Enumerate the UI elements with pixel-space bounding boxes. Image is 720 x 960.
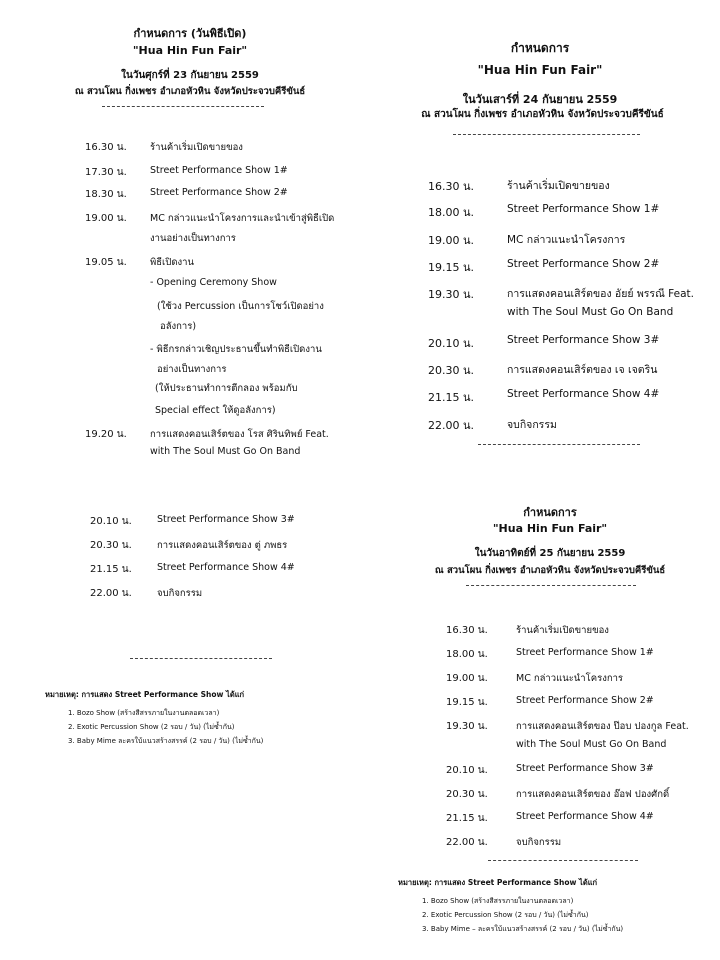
day1-activity: Street Performance Show 3# (157, 514, 295, 525)
day3-note-title: หมายเหตุ: การแสดง Street Performance Show ได้แก่ (398, 878, 598, 887)
day1-note-item: 3. Baby Mime ละครใบ้แนวสร้างสรรค์ (2 รอบ / วัน) (ไม่ซ้ำกัน) (68, 737, 264, 745)
day2-activity: MC กล่าวแนะนำโครงการ (507, 234, 626, 246)
day1-activity: Street Performance Show 2# (150, 187, 288, 198)
day1-time: 20.10 น. (90, 516, 132, 527)
day1-venue: ณ สวนโผน กิ่งเพชร อำเภอหัวหิน จังหวัดประจวบคีรีขันธ์ (74, 86, 306, 97)
day2-time: 19.30 น. (428, 288, 475, 301)
day1-time: 20.30 น. (90, 540, 132, 551)
day3-event: "Hua Hin Fun Fair" (492, 522, 608, 535)
day3-activity: MC กล่าวแนะนำโครงการ (516, 673, 624, 684)
day1-note-item: 1. Bozo Show (สร้างสีสรรภายในงานตลอดเวลา) (68, 709, 220, 717)
day3-divider-top (466, 585, 636, 586)
day1-time: 21.15 น. (90, 564, 132, 575)
day1-time: 16.30 น. (85, 142, 127, 153)
day3-note-item: 2. Exotic Percussion Show (2 รอบ / วัน) (ไม่ซ้ำกัน) (422, 911, 589, 919)
day3-activity: Street Performance Show 4# (516, 811, 654, 822)
day3-activity: Street Performance Show 3# (516, 763, 654, 774)
day1-activity: พิธีเปิดงาน (150, 257, 194, 268)
day2-event: "Hua Hin Fun Fair" (477, 63, 603, 77)
day3-time: 19.15 น. (446, 697, 488, 708)
day1-date: ในวันศุกร์ที่ 23 กันยายน 2559 (121, 70, 259, 81)
day3-time: 18.00 น. (446, 649, 488, 660)
day1-activity: จบกิจกรรม (157, 588, 203, 599)
ceremony-line: - Opening Ceremony Show (150, 277, 277, 288)
day2-activity: Street Performance Show 1# (507, 203, 660, 215)
day1-time: 18.30 น. (85, 189, 127, 200)
day2-time: 20.30 น. (428, 364, 475, 377)
day2-activity: ร้านค้าเริ่มเปิดขายของ (507, 180, 610, 192)
day1-title: กำหนดการ (วันพิธีเปิด) (133, 27, 247, 40)
ceremony-line: Special effect ให้ดูอลังการ) (155, 405, 276, 416)
day3-activity-cont: with The Soul Must Go On Band (516, 739, 667, 750)
day2-time: 21.15 น. (428, 391, 475, 404)
day3-activity: Street Performance Show 2# (516, 695, 654, 706)
day1-activity: การแสดงคอนเสิร์ตของ ตู่ ภพธร (157, 540, 288, 551)
day2-venue: ณ สวนโผน กิ่งเพชร อำเภอหัวหิน จังหวัดประจวบคีรีขันธ์ (421, 109, 664, 120)
day2-time: 20.10 น. (428, 337, 475, 350)
ceremony-line: อลังการ) (160, 321, 197, 332)
day1-activity: MC กล่าวแนะนำโครงการและนำเข้าสู่พิธีเปิด (150, 213, 335, 224)
day1-activity: Street Performance Show 1# (150, 165, 288, 176)
day1-activity: ร้านค้าเริ่มเปิดขายของ (150, 142, 243, 153)
day3-time: 19.30 น. (446, 721, 488, 732)
day1-event: "Hua Hin Fun Fair" (132, 44, 248, 57)
day3-divider-bottom (488, 860, 638, 861)
day2-activity: การแสดงคอนเสิร์ตของ เจ เจตริน (507, 364, 658, 376)
day1-time: 19.05 น. (85, 257, 127, 268)
day1-time: 19.20 น. (85, 429, 127, 440)
day3-title: กำหนดการ (523, 506, 577, 519)
day1-time: 19.00 น. (85, 213, 127, 224)
day3-time: 21.15 น. (446, 813, 488, 824)
day1-time: 22.00 น. (90, 588, 132, 599)
day3-activity: จบกิจกรรม (516, 837, 562, 848)
ceremony-line: (ใช้วง Percussion เป็นการโชว์เปิดอย่าง (157, 301, 324, 312)
day3-time: 20.30 น. (446, 789, 488, 800)
day3-time: 16.30 น. (446, 625, 488, 636)
day1-divider-top (102, 106, 264, 107)
day2-activity: จบกิจกรรม (507, 419, 557, 431)
day2-date: ในวันเสาร์ที่ 24 กันยายน 2559 (462, 93, 618, 106)
day2-activity: การแสดงคอนเสิร์ตของ อัยย์ พรรณี Feat. (507, 288, 694, 300)
ceremony-line: - พิธีกรกล่าวเชิญประธานขึ้นทำพิธีเปิดงาน (150, 344, 322, 355)
day2-activity: Street Performance Show 3# (507, 334, 660, 346)
day1-time: 17.30 น. (85, 167, 127, 178)
day2-activity-cont: with The Soul Must Go On Band (507, 306, 674, 318)
day2-time: 16.30 น. (428, 180, 475, 193)
day1-activity: การแสดงคอนเสิร์ตของ โรส ศิรินทิพย์ Feat. (150, 429, 329, 440)
day2-divider-bottom (478, 444, 640, 445)
day2-time: 18.00 น. (428, 206, 475, 219)
day3-time: 22.00 น. (446, 837, 488, 848)
day1-note-title: หมายเหตุ: การแสดง Street Performance Show ได้แก่ (45, 690, 245, 699)
ceremony-line: อย่างเป็นทางการ (157, 364, 227, 375)
day1-activity-cont: with The Soul Must Go On Band (150, 446, 301, 457)
day3-activity: การแสดงคอนเสิร์ตของ ป๊อบ ปองกูล Feat. (516, 721, 689, 732)
day3-activity: Street Performance Show 1# (516, 647, 654, 658)
day2-title: กำหนดการ (510, 41, 570, 55)
day1-activity-cont: งานอย่างเป็นทางการ (150, 233, 236, 244)
day1-note-item: 2. Exotic Percussion Show (2 รอบ / วัน) (ไม่ซ้ำกัน) (68, 723, 235, 731)
ceremony-line: (ให้ประธานทำการตีกลอง พร้อมกับ (155, 383, 298, 394)
day1-divider-bottom (130, 658, 272, 659)
day3-venue: ณ สวนโผน กิ่งเพชร อำเภอหัวหิน จังหวัดประจวบคีรีขันธ์ (434, 565, 666, 576)
day3-activity: การแสดงคอนเสิร์ตของ อ๊อฟ ปองศักดิ์ (516, 789, 670, 800)
day3-time: 20.10 น. (446, 765, 488, 776)
day2-activity: Street Performance Show 4# (507, 388, 660, 400)
day1-activity: Street Performance Show 4# (157, 562, 295, 573)
day2-activity: Street Performance Show 2# (507, 258, 660, 270)
day3-time: 19.00 น. (446, 673, 488, 684)
day3-note-item: 1. Bozo Show (สร้างสีสรรภายในงานตลอดเวลา) (422, 897, 574, 905)
day3-activity: ร้านค้าเริ่มเปิดขายของ (516, 625, 609, 636)
day2-time: 19.15 น. (428, 261, 475, 274)
day3-note-item: 3. Baby Mime – ละครใบ้แนวสร้างสรรค์ (2 รอบ / วัน) (ไม่ซ้ำกัน) (422, 925, 624, 933)
day2-time: 19.00 น. (428, 234, 475, 247)
day3-date: ในวันอาทิตย์ที่ 25 กันยายน 2559 (474, 548, 626, 559)
day2-time: 22.00 น. (428, 419, 475, 432)
day2-divider-top (453, 134, 640, 135)
